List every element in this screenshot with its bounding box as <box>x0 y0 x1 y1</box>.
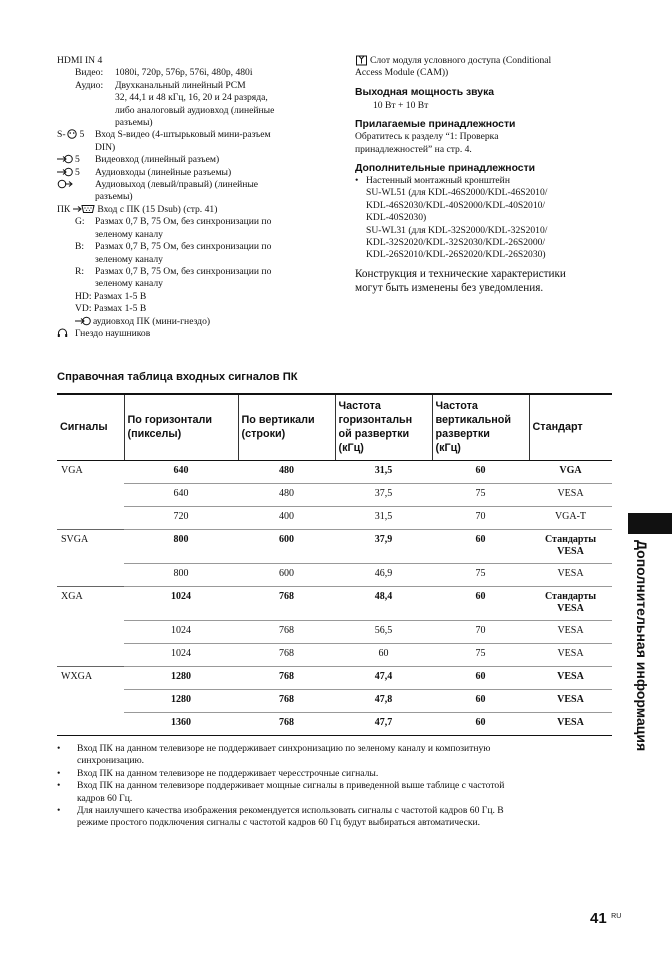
audio-output-icon <box>57 179 73 189</box>
svideo-icon: S- <box>57 129 80 140</box>
svideo-spec: S- 5 Вход S-видео (4-штырьковый мини-разъем <box>57 129 271 141</box>
pc-vd-spec: VD: Размах 1-5 В <box>75 303 147 315</box>
bullet-icon: • <box>355 175 359 187</box>
disclaimer: Конструкция и технические характеристики могут быть изменены без уведомления. <box>355 267 566 294</box>
table-row: 800 600 46,9 75 VESA <box>57 563 612 586</box>
table-row: 1280 768 47,8 60 VESA <box>57 689 612 712</box>
headphones-icon <box>57 328 68 338</box>
header-v-freq: Частота вертикальной развертки (кГц) <box>432 394 529 460</box>
cam-slot-icon <box>355 55 368 66</box>
pc-g-spec: G: Размах 0,7 В, 75 Ом, без синхронизации по <box>75 216 272 228</box>
note-item: • Вход ПК на данном телевизоре не поддерживает синхронизацию по зеленому каналу и композитную синхронизацию. <box>57 743 491 767</box>
table-row: 1024 768 56,5 70 VESA <box>57 620 612 643</box>
table-row: VGA 640 480 31,5 60 VGA <box>57 460 612 483</box>
header-h-freq: Частота горизонтальн ой развертки (кГц) <box>335 394 432 460</box>
bullet-icon: • <box>57 743 61 754</box>
signals-table <box>57 393 612 736</box>
table-header-row <box>57 394 612 460</box>
right-specs: Слот модуля условного доступа (Conditional Access Module (CAM)) Выходная мощность звука 10 Вт + 10 Вт Прилагаемые принадлежности Обратитесь к разделу “1: Проверка принадлежностей” на стр. 4. Дополнительные принадлежности • Настенный монтажный кронштейн SU-WL51 (для KDL-46S2000/KDL-46S2010/ KDL-46S2030/KDL-40S2000/KDL-40S2010/ KDL-40S2030) SU-WL31 (для KDL-32S2000/KDL-32S2010/ KDL-32S2020/KDL-32S2030/KDL-26S2000/ KDL-26S2010/KDL-26S2020/KDL-26S2030) Конструкция и технические характеристики могут быть изменены без уведомления. <box>355 55 615 295</box>
table-row: 720 400 31,5 70 VGA-T <box>57 506 612 529</box>
page-number: 41 $^{RU}$ <box>590 910 622 927</box>
side-tab-marker <box>628 513 672 534</box>
pc-hd-spec: HD: Размах 1-5 В <box>75 290 147 302</box>
video-spec: Видео: 1080i, 720p, 576p, 576i, 480p, 480i <box>75 67 253 79</box>
side-tab-label: Дополнительная информация <box>634 540 650 752</box>
sound-output-value: 10 Вт + 10 Вт <box>373 99 429 111</box>
pc-audio-spec: аудиовход ПК (мини-гнездо) <box>57 316 347 328</box>
table-row: 1024 768 60 75 VESA <box>57 643 612 666</box>
audio-spec: Аудио: Двухканальный линейный PCM <box>75 79 246 91</box>
header-standard: Стандарт <box>529 394 612 460</box>
pc-b-spec: B: Размах 0,7 В, 75 Ом, без синхронизации по <box>75 241 272 253</box>
supplied-accessories-title: Прилагаемые принадлежности <box>355 119 516 131</box>
note-item: • Вход ПК на данном телевизоре поддерживает мощные сигналы в приведенной выше таблице с частотой кадров 60 Гц. <box>57 780 505 804</box>
hdmi-title: HDMI IN 4 <box>57 55 103 66</box>
note-item: • Вход ПК на данном телевизоре не поддерживает чересстрочные сигналы. <box>57 767 379 779</box>
audio-input-spec: 5 Аудиовходы (линейные разъемы) <box>57 167 347 179</box>
pc-r-spec: R: Размах 0,7 В, 75 Ом, без синхронизации по <box>75 265 272 277</box>
bullet-icon: • <box>57 767 61 779</box>
headphones-spec: Гнездо наушников <box>57 328 347 340</box>
bullet-icon: • <box>57 805 61 817</box>
cam-slot-spec: Слот модуля условного доступа (Conditional <box>355 55 615 67</box>
optional-accessories-item: • Настенный монтажный кронштейн <box>355 175 510 187</box>
audio-output-spec: Аудиовыход (левый/правый) (линейные <box>57 179 347 191</box>
pc-audio-input-icon <box>75 316 91 326</box>
table-row: XGA 1024 768 48,4 60 Стандарты VESA <box>57 586 612 620</box>
table-row: 1360 768 47,7 60 VESA <box>57 712 612 735</box>
table-title: Справочная таблица входных сигналов ПК <box>57 371 298 383</box>
pc-input-spec: ПК Вход с ПК (15 Dsub) (стр. 41) <box>57 203 218 215</box>
video-input-icon <box>57 154 73 164</box>
header-horizontal: По горизонтали (пикселы) <box>124 394 238 460</box>
header-vertical: По вертикали (строки) <box>238 394 335 460</box>
left-specs: HDMI IN 4 Видео: 1080i, 720p, 576p, 576i, 480p, 480i Аудио: Двухканальный линейный PCM 32, 44,1 и 48 кГц, 16, 20 и 24 разряда, либо аналоговый аудиовход (линейные разъемы) S- 5 Вход S-видео (4-штырьковый мини-разъем DIN) 5 Видеовход (линейный разъем) 5 Аудиовходы (линейные разъемы) Аудиовыход (левый/правый) (линейные разъемы) ПК Вход с ПК (15 Dsub) (стр. 41) G: Размах 0,7 В, 75 Ом, без синхронизации по зеленому каналу B: Размах 0,7 В, 75 Ом, без синхронизации по зеленому каналу R: Размах 0,7 В, 75 Ом, без синхронизации по зеленому каналу HD: Размах 1-5 В VD: Размах 1-5 В аудиовход ПК (мини-гнездо) Гнездо наушников <box>57 55 347 340</box>
table-row: SVGA 800 600 37,9 60 Стандарты VESA <box>57 529 612 563</box>
optional-accessories-title: Дополнительные принадлежности <box>355 163 536 175</box>
table-row: WXGA 1280 768 47,4 60 VESA <box>57 666 612 689</box>
video-input-spec: 5 Видеовход (линейный разъем) <box>57 154 347 166</box>
audio-input-icon <box>57 167 73 177</box>
note-item: • Для наилучшего качества изображения рекомендуется использовать сигналы с частотой кадров 60 Гц. В режиме простого подключения сигналы с частотой кадров 60 Гц будут выбираться автоматически. <box>57 805 504 829</box>
table-row: 640 480 37,5 75 VESA <box>57 483 612 506</box>
sound-output-title: Выходная мощность звука <box>355 86 495 98</box>
bullet-icon: • <box>57 780 61 792</box>
header-signals: Сигналы <box>57 394 124 460</box>
pc-input-icon <box>73 204 95 214</box>
table-notes <box>57 743 617 830</box>
